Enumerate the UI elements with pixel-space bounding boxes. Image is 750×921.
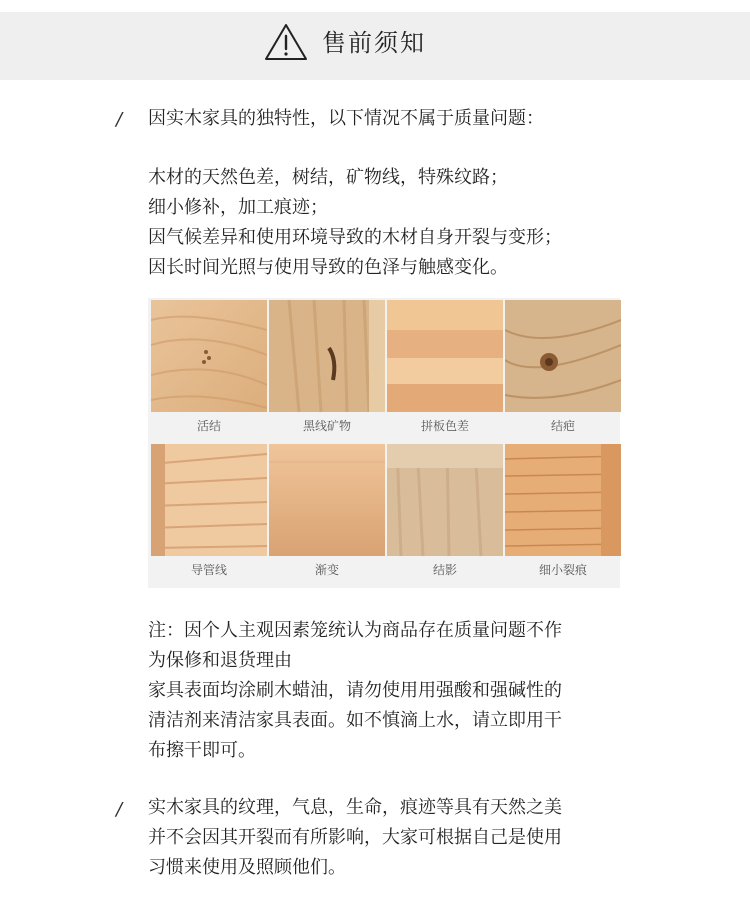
exception-item: 细小修补，加工痕迹； (148, 197, 328, 218)
sample-label: 渐变 (314, 563, 339, 577)
sample-tile (151, 444, 267, 578)
warning-triangle-icon (263, 22, 309, 62)
sample-label: 导管线 (190, 563, 227, 577)
page-title: 售前须知 (322, 29, 426, 57)
mineral-streak-photo (269, 300, 385, 412)
sample-label: 细小裂痕 (538, 563, 587, 577)
sample-label: 结疤 (550, 419, 575, 433)
note-line: 家具表面均涂刷木蜡油，请勿使用用强酸和强碱性的 (148, 680, 562, 701)
closing-line: 实木家具的纹理，气息，生命，痕迹等具有天然之美 (148, 797, 562, 818)
section-marker: / (116, 109, 123, 130)
sample-tile (505, 300, 621, 434)
sample-tile (387, 444, 503, 578)
sample-label: 结影 (432, 563, 457, 577)
sample-tile (151, 300, 267, 434)
exception-item: 因长时间光照与使用导致的色泽与触感变化。 (148, 257, 508, 278)
panel-color-difference-photo (387, 300, 503, 412)
gradient-grain-photo (269, 444, 385, 556)
note-line: 注：因个人主观因素笼统认为商品存在质量问题不作 (148, 620, 562, 641)
sample-tile (269, 444, 385, 578)
vessel-line-photo (151, 444, 267, 556)
sample-label: 活结 (196, 419, 221, 433)
live-knot-photo (151, 300, 267, 412)
sample-tile (387, 300, 503, 434)
sample-tile (269, 300, 385, 434)
sample-label: 黑线矿物 (302, 419, 351, 433)
section-marker: / (116, 799, 123, 820)
knot-shadow-photo (387, 444, 503, 556)
notes-block (148, 616, 648, 766)
exception-list (148, 163, 648, 283)
closing-line: 习惯来使用及照顾他们。 (148, 857, 346, 878)
wood-sample-panel (148, 298, 620, 588)
section-intro (148, 104, 648, 134)
note-line: 清洁剂来清洁家具表面。如不慎滴上水，请立即用干 (148, 710, 562, 731)
fine-crack-photo (505, 444, 621, 556)
note-line: 为保修和退货理由 (148, 650, 292, 671)
closing-line: 并不会因其开裂而有所影响，大家可根据自己是使用 (148, 827, 562, 848)
intro-text: 因实木家具的独特性，以下情况不属于质量问题： (148, 108, 544, 129)
exception-item: 木材的天然色差，树结，矿物线，特殊纹路； (148, 167, 508, 188)
sample-tile (505, 444, 621, 578)
closing-block (148, 793, 648, 883)
exception-item: 因气候差异和使用环境导致的木材自身开裂与变形； (148, 227, 562, 248)
knot-scar-photo (505, 300, 621, 412)
note-line: 布擦干即可。 (148, 740, 256, 761)
sample-label: 拼板色差 (420, 419, 469, 433)
